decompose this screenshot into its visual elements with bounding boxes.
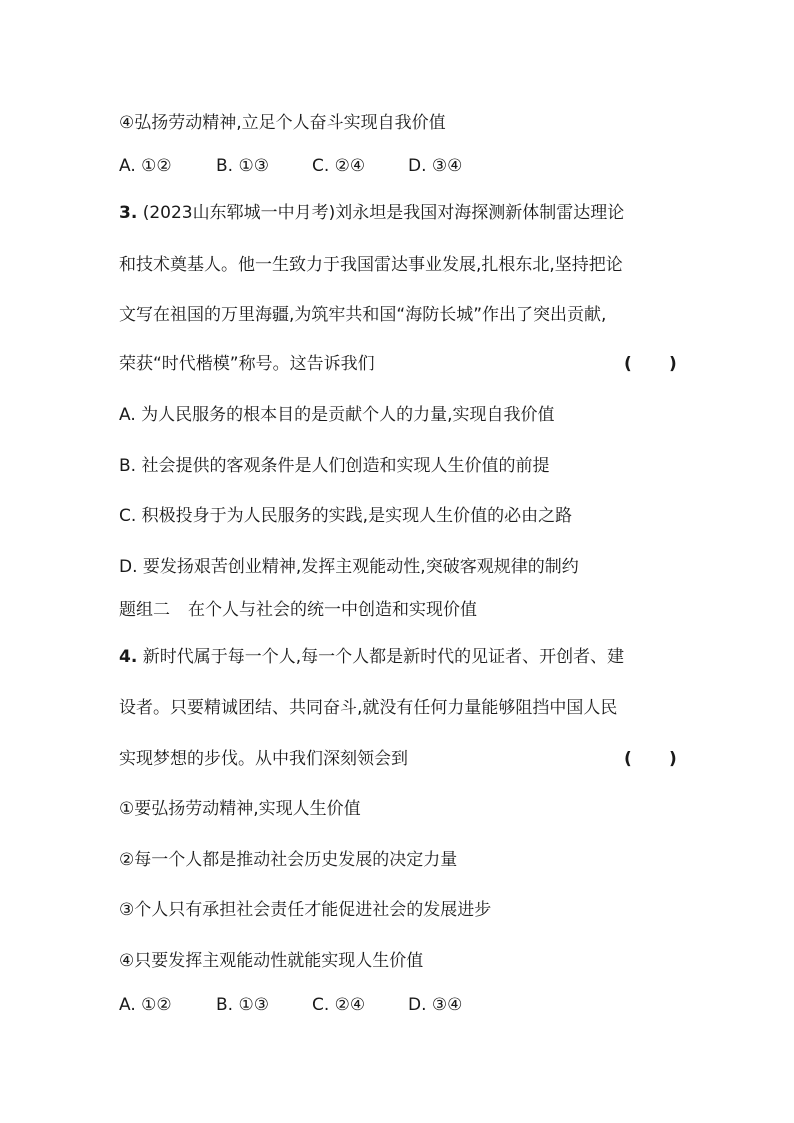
q3-paren-close: )	[669, 354, 677, 374]
q3-choice-d: D. 要发扬艰苦创业精神,发挥主观能动性,突破客观规律的制约	[119, 557, 579, 577]
q2-option-b: B. ①③	[216, 156, 269, 176]
group-heading	[119, 599, 477, 621]
q3-choice-c: C. 积极投身于为人民服务的实践,是实现人生价值的必由之路	[119, 506, 573, 526]
q3-choice-a: A. 为人民服务的根本目的是贡献个人的力量,实现自我价值	[119, 405, 555, 425]
q4-number: 4.	[119, 647, 138, 667]
q2-option-d: D. ③④	[408, 156, 463, 176]
q3-line-1	[119, 202, 624, 224]
q4-option-b: B. ①③	[216, 995, 269, 1015]
q2-statement-4: ④弘扬劳动精神,立足个人奋斗实现自我价值	[119, 113, 446, 133]
q4-option-d: D. ③④	[408, 995, 463, 1015]
q4-stem-line-2: 设者。只要精诚团结、共同奋斗,就没有任何力量能够阻挡中国人民	[119, 698, 618, 718]
q3-stem-line-1: (2023山东郓城一中月考)刘永坦是我国对海探测新体制雷达理论	[142, 203, 625, 223]
q4-statement-4: ④只要发挥主观能动性就能实现人生价值	[119, 951, 424, 971]
q4-paren-close: )	[669, 749, 677, 769]
q2-option-a: A. ①②	[119, 156, 172, 176]
q4-option-a: A. ①②	[119, 995, 172, 1015]
q4-statement-2: ②每一个人都是推动社会历史发展的决定力量	[119, 850, 458, 870]
q3-stem-line-2: 和技术奠基人。他一生致力于我国雷达事业发展,扎根东北,坚持把论	[119, 255, 623, 275]
q2-option-c: C. ②④	[312, 156, 366, 176]
q4-option-c: C. ②④	[312, 995, 366, 1015]
q4-paren-open: (	[624, 749, 632, 769]
q3-stem-line-3: 文写在祖国的万里海疆,为筑牢共和国“海防长城”作出了突出贡献,	[119, 305, 607, 325]
q3-stem-line-4: 荣获“时代楷模”称号。这告诉我们	[119, 354, 375, 374]
group-label: 题组二	[119, 600, 170, 620]
q4-statement-1: ①要弘扬劳动精神,实现人生价值	[119, 799, 361, 819]
group-title: 在个人与社会的统一中创造和实现价值	[188, 600, 477, 620]
q4-statement-3: ③个人只有承担社会责任才能促进社会的发展进步	[119, 900, 492, 920]
q3-paren-open: (	[624, 354, 632, 374]
q4-stem-line-1: 新时代属于每一个人,每一个人都是新时代的见证者、开创者、建	[142, 647, 625, 667]
q4-line-1	[119, 646, 624, 668]
q3-number: 3.	[119, 203, 138, 223]
q4-stem-line-3: 实现梦想的步伐。从中我们深刻领会到	[119, 749, 408, 769]
q3-choice-b: B. 社会提供的客观条件是人们创造和实现人生价值的前提	[119, 456, 550, 476]
